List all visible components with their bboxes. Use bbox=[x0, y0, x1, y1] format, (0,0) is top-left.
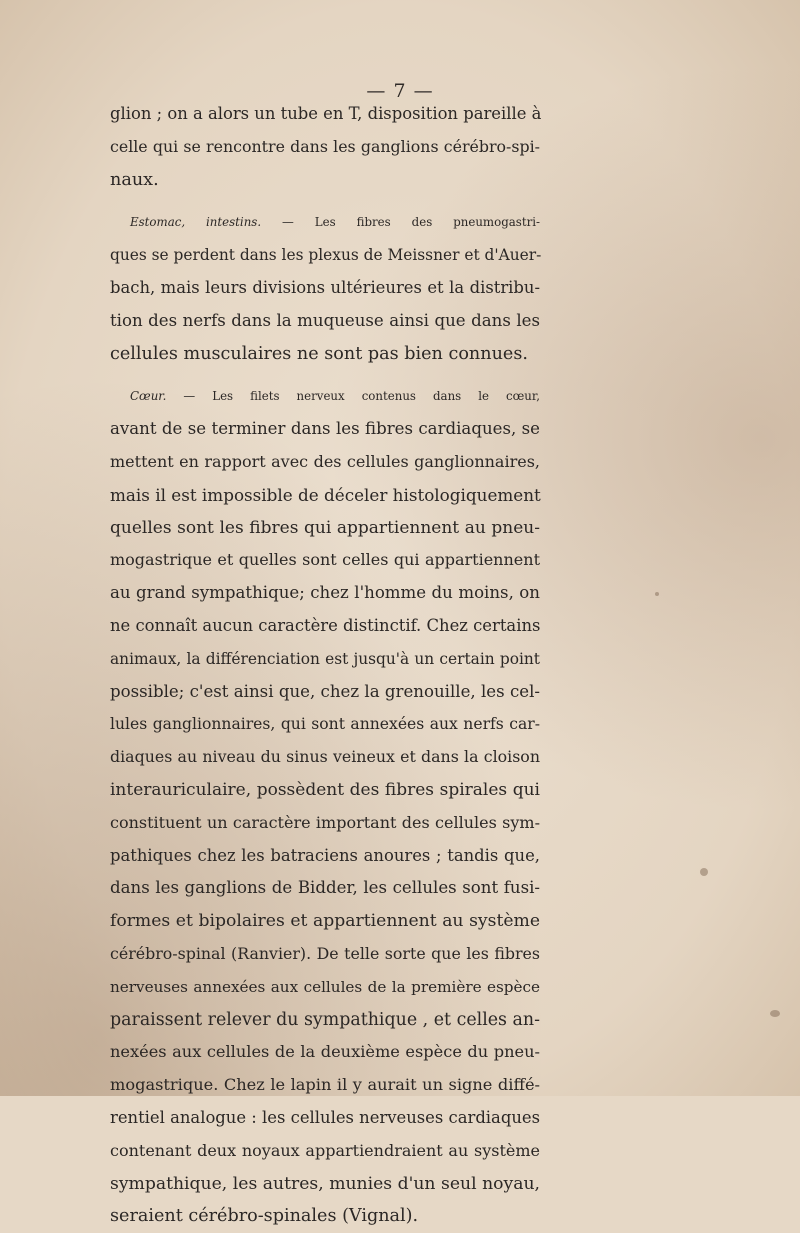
text-line bbox=[110, 380, 540, 413]
text-line: mais il est impossible de déceler histologiquement bbox=[110, 484, 541, 505]
text-line: animaux, la différenciation est jusqu'à un certain point bbox=[110, 649, 540, 668]
text-line: pathiques chez les batraciens anoures ; tandis que, bbox=[110, 845, 540, 865]
text-line: avant de se terminer dans les fibres cardiaques, se bbox=[110, 419, 540, 439]
text-run: — Les fibres des pneumogastri- bbox=[261, 215, 540, 230]
text-line: au grand sympathique; chez l'homme du moins, on bbox=[110, 583, 540, 603]
text-line: naux. bbox=[110, 169, 159, 190]
text-line: cérébro-spinal (Ranvier). De telle sorte que les fibres bbox=[110, 943, 540, 963]
text-line: formes et bipolaires et appartiennent au système bbox=[110, 911, 540, 932]
page-number: — 7 — bbox=[366, 80, 434, 102]
text-line: paraissent relever du sympathique , et celles an- bbox=[110, 1009, 540, 1030]
text-line: ne connaît aucun caractère distinctif. Chez certains bbox=[110, 615, 541, 635]
text-line: diaques au niveau du sinus veineux et dans la cloison bbox=[110, 747, 540, 767]
text-line: lules ganglionnaires, qui sont annexées aux nerfs car- bbox=[110, 715, 540, 734]
text-line: cellules musculaires ne sont pas bien connues. bbox=[110, 343, 528, 364]
text-line: mettent en rapport avec des cellules ganglionnaires, bbox=[110, 451, 540, 471]
text-line: celle qui se rencontre dans les ganglions cérébro-spi- bbox=[110, 136, 540, 156]
text-run: — Les filets nerveux contenus dans le cœur, bbox=[166, 389, 540, 404]
foxing-spot bbox=[770, 1010, 780, 1017]
text-line: constituent un caractère important des cellules sym- bbox=[110, 812, 540, 832]
text-line: contenant deux noyaux appartiendraient au système bbox=[110, 1140, 540, 1160]
body-text bbox=[110, 98, 540, 1233]
text-line: tion des nerfs dans la muqueuse ainsi que dans les bbox=[110, 310, 540, 330]
text-line: ques se perdent dans les plexus de Meissner et d'Auer- bbox=[110, 246, 542, 265]
text-line: sympathique, les autres, munies d'un seul noyau, bbox=[110, 1173, 540, 1194]
paragraph bbox=[110, 98, 540, 196]
text-line: nexées aux cellules de la deuxième espèce du pneu- bbox=[110, 1042, 540, 1062]
section-heading: Estomac, intestins. bbox=[130, 215, 262, 230]
paragraph bbox=[110, 380, 540, 1233]
foxing-spot bbox=[700, 868, 708, 876]
foxing-spot bbox=[655, 592, 659, 596]
text-line: rentiel analogue : les cellules nerveuses cardiaques bbox=[110, 1107, 540, 1127]
text-line: possible; c'est ainsi que, chez la grenouille, les cel- bbox=[110, 681, 540, 701]
text-line: mogastrique et quelles sont celles qui appartiennent bbox=[110, 550, 540, 570]
text-line: seraient cérébro-spinales (Vignal). bbox=[110, 1206, 419, 1227]
text-line: quelles sont les fibres qui appartiennent au pneu- bbox=[110, 517, 540, 538]
text-line: glion ; on a alors un tube en T, disposition pareille à bbox=[110, 104, 542, 123]
text-line: mogastrique. Chez le lapin il y aurait un signe diffé- bbox=[110, 1075, 540, 1095]
text-line: interauriculaire, possèdent des fibres spirales qui bbox=[110, 779, 540, 800]
section-heading: Cœur. bbox=[130, 389, 167, 404]
text-line: bach, mais leurs divisions ultérieures et la distribu- bbox=[110, 277, 540, 297]
paragraph bbox=[110, 206, 540, 370]
text-line: dans les ganglions de Bidder, les cellules sont fusi- bbox=[110, 878, 540, 898]
text-line bbox=[110, 206, 540, 239]
text-line: nerveuses annexées aux cellules de la première espèce bbox=[110, 977, 540, 996]
